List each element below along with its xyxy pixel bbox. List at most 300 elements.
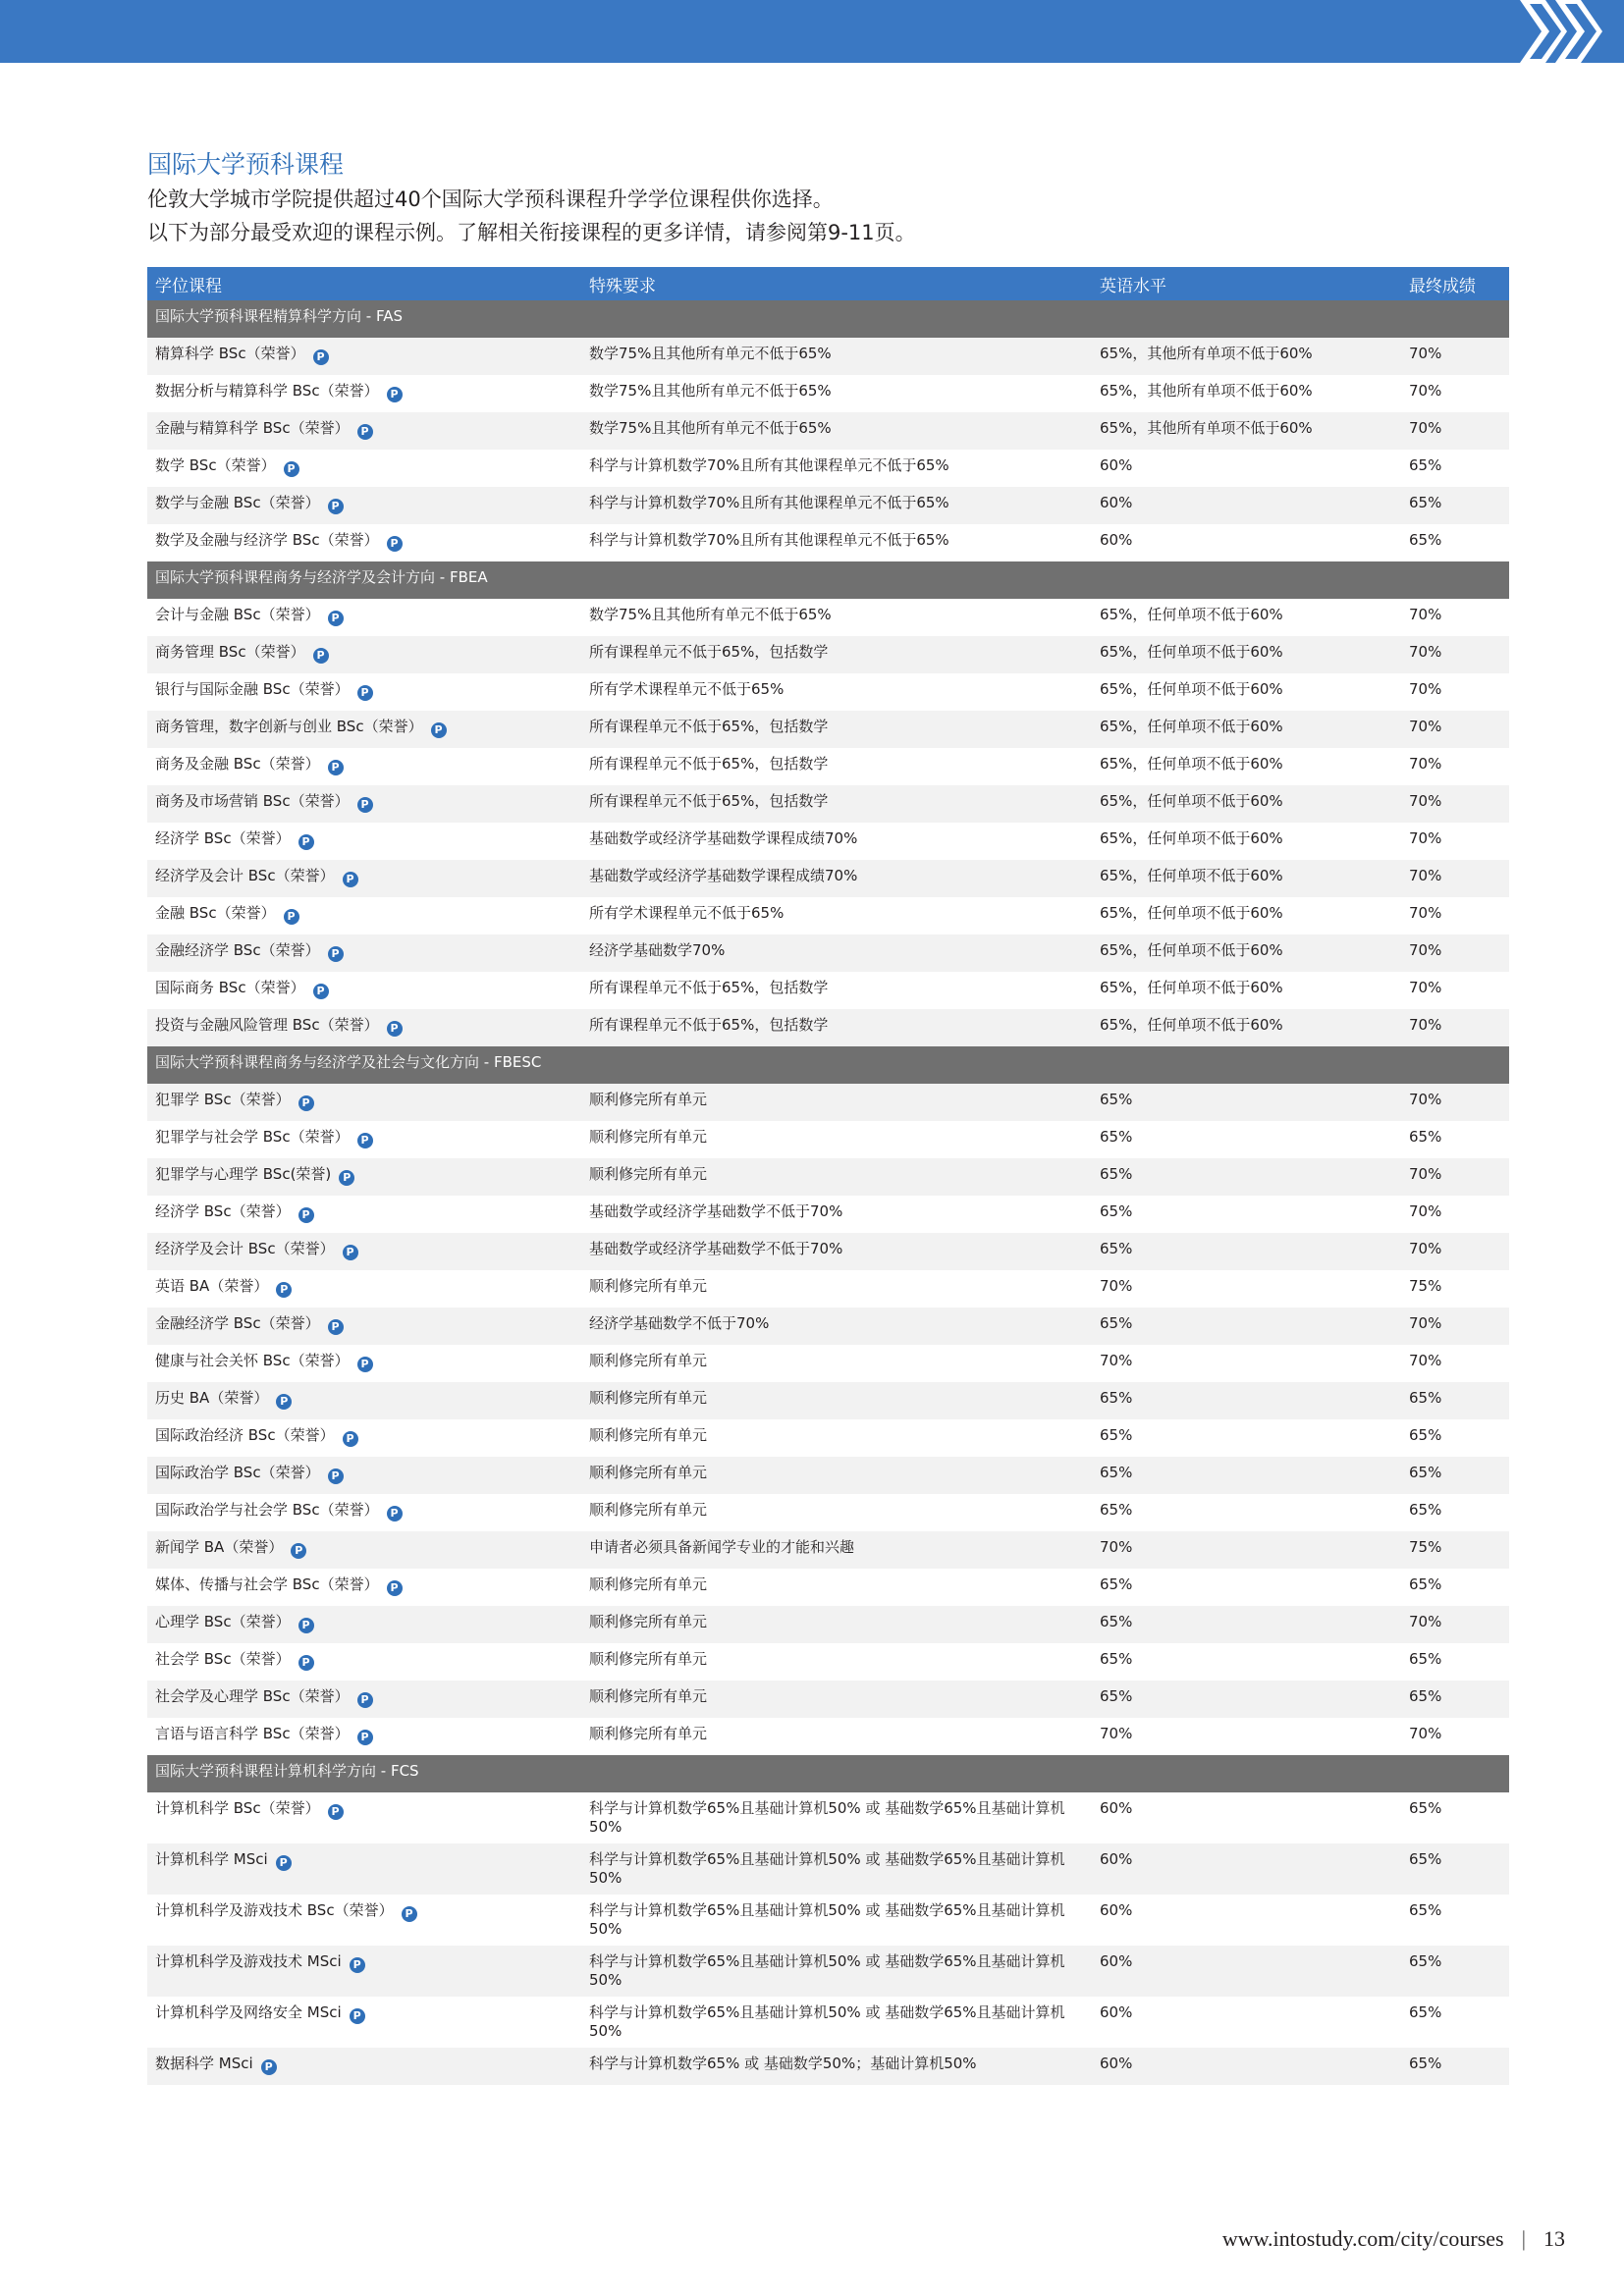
pathway-p-icon: P [350, 2008, 365, 2024]
table-row [147, 1084, 1509, 1121]
final-grade: 70% [1409, 1725, 1442, 1742]
pathway-p-icon: P [387, 1506, 403, 1522]
english-level: 65% [1100, 1650, 1133, 1668]
final-grade-cell [1401, 450, 1509, 487]
final-grade-cell [1401, 860, 1509, 897]
course-name-cell [147, 487, 581, 524]
special-requirement-cell [581, 1643, 1092, 1681]
final-grade: 65% [1409, 1650, 1442, 1668]
english-level: 65% [1100, 1314, 1133, 1332]
pathway-p-icon: P [357, 1133, 373, 1148]
table-row [147, 897, 1509, 934]
english-level-cell [1092, 972, 1401, 1009]
course-name: 计算机科学及游戏技术 BSc（荣誉） [155, 1901, 394, 1919]
special-requirement-cell [581, 1792, 1092, 1843]
course-name-cell [147, 1382, 581, 1419]
final-grade-cell [1401, 1270, 1509, 1308]
final-grade: 70% [1409, 1314, 1442, 1332]
final-grade: 65% [1409, 1687, 1442, 1705]
special-requirement-cell [581, 1270, 1092, 1308]
course-name-cell [147, 1494, 581, 1531]
english-level-cell [1092, 1946, 1401, 1997]
english-level: 60% [1100, 2055, 1133, 2072]
english-level: 65% [1100, 1202, 1133, 1220]
english-level-cell [1092, 1457, 1401, 1494]
special-requirement-cell [581, 823, 1092, 860]
special-requirement-cell [581, 711, 1092, 748]
table-row [147, 1569, 1509, 1606]
pathway-p-icon: P [357, 1692, 373, 1708]
table-row [147, 1997, 1509, 2048]
pathway-p-icon: P [357, 424, 373, 440]
final-grade: 70% [1409, 643, 1442, 661]
english-level-cell [1092, 860, 1401, 897]
course-name: 经济学及会计 BSc（荣誉） [155, 1240, 335, 1257]
special-requirement: 顺利修完所有单元 [589, 1426, 708, 1444]
special-requirement-cell [581, 338, 1092, 375]
special-requirement-cell [581, 1233, 1092, 1270]
section-header-row [147, 561, 1509, 599]
course-name-cell [147, 1009, 581, 1046]
course-name: 经济学 BSc（荣誉） [155, 829, 291, 847]
course-name-cell [147, 412, 581, 450]
english-level-cell [1092, 1121, 1401, 1158]
english-level: 70% [1100, 1352, 1133, 1369]
final-grade: 65% [1409, 456, 1442, 474]
pathway-p-icon: P [328, 1319, 344, 1335]
final-grade: 70% [1409, 867, 1442, 884]
english-level: 65% [1100, 1575, 1133, 1593]
final-grade-cell [1401, 1084, 1509, 1121]
table-header-row [147, 267, 1509, 300]
table-row [147, 1946, 1509, 1997]
course-name: 会计与金融 BSc（荣誉） [155, 606, 320, 623]
english-level-cell [1092, 1158, 1401, 1196]
section-title: 国际大学预科课程计算机科学方向 - FCS [147, 1755, 1509, 1792]
english-level-cell [1092, 1681, 1401, 1718]
page-number: 13 [1543, 2226, 1565, 2251]
final-grade-cell [1401, 1843, 1509, 1895]
special-requirement-cell [581, 1718, 1092, 1755]
english-level: 65% [1100, 1613, 1133, 1630]
special-requirement: 申请者必须具备新闻学专业的才能和兴趣 [589, 1538, 855, 1556]
table-row [147, 1606, 1509, 1643]
english-level: 65% [1100, 1687, 1133, 1705]
english-level: 60% [1100, 531, 1133, 549]
final-grade-cell [1401, 338, 1509, 375]
course-name-cell [147, 2048, 581, 2085]
english-level: 65%，任何单项不低于60% [1100, 792, 1283, 810]
course-name: 商务管理，数字创新与创业 BSc（荣誉） [155, 718, 423, 735]
final-grade-cell [1401, 2048, 1509, 2085]
english-level-cell [1092, 1606, 1401, 1643]
special-requirement: 顺利修完所有单元 [589, 1165, 708, 1183]
final-grade-cell [1401, 524, 1509, 561]
final-grade: 70% [1409, 1352, 1442, 1369]
course-name: 社会学 BSc（荣誉） [155, 1650, 291, 1668]
final-grade: 70% [1409, 792, 1442, 810]
course-name-cell [147, 1843, 581, 1895]
pathway-p-icon: P [343, 872, 358, 887]
final-grade-cell [1401, 1643, 1509, 1681]
course-name: 金融经济学 BSc（荣誉） [155, 941, 320, 959]
table-row [147, 2048, 1509, 2085]
final-grade: 65% [1409, 1799, 1442, 1817]
course-name: 犯罪学 BSc（荣誉） [155, 1091, 291, 1108]
pathway-p-icon: P [402, 1906, 417, 1922]
english-level: 65% [1100, 1426, 1133, 1444]
column-header-course: 学位课程 [147, 267, 581, 300]
final-grade-cell [1401, 412, 1509, 450]
course-name: 国际政治经济 BSc（荣誉） [155, 1426, 335, 1444]
pathway-p-icon: P [387, 536, 403, 552]
english-level: 70% [1100, 1725, 1133, 1742]
english-level: 65%，任何单项不低于60% [1100, 1016, 1283, 1034]
course-name: 计算机科学及网络安全 MSci [155, 2003, 342, 2021]
course-name: 新闻学 BA（荣誉） [155, 1538, 284, 1556]
special-requirement: 基础数学或经济学基础数学课程成绩70% [589, 867, 858, 884]
special-requirement: 数学75%且其他所有单元不低于65% [589, 345, 832, 362]
course-name-cell [147, 1643, 581, 1681]
special-requirement: 顺利修完所有单元 [589, 1277, 708, 1295]
final-grade: 70% [1409, 680, 1442, 698]
final-grade-cell [1401, 748, 1509, 785]
pathway-p-icon: P [387, 387, 403, 402]
special-requirement: 顺利修完所有单元 [589, 1575, 708, 1593]
section-header-row [147, 300, 1509, 338]
intro-line-2: 以下为部分最受欢迎的课程示例。了解相关衔接课程的更多详情，请参阅第9-11页。 [147, 221, 916, 244]
course-name-cell [147, 1681, 581, 1718]
special-requirement: 顺利修完所有单元 [589, 1389, 708, 1407]
special-requirement-cell [581, 599, 1092, 636]
final-grade-cell [1401, 897, 1509, 934]
special-requirement-cell [581, 1681, 1092, 1718]
table-row [147, 1308, 1509, 1345]
course-name: 经济学及会计 BSc（荣誉） [155, 867, 335, 884]
table-row [147, 412, 1509, 450]
table-row [147, 524, 1509, 561]
course-name: 计算机科学 MSci [155, 1850, 268, 1868]
pathway-p-icon: P [357, 1357, 373, 1372]
english-level-cell [1092, 1718, 1401, 1755]
special-requirement: 科学与计算机数学70%且所有其他课程单元不低于65% [589, 456, 949, 474]
english-level: 65%，任何单项不低于60% [1100, 680, 1283, 698]
special-requirement-cell [581, 1457, 1092, 1494]
special-requirement-cell [581, 1531, 1092, 1569]
final-grade: 70% [1409, 1240, 1442, 1257]
footer-url[interactable]: www.intostudy.com/city/courses [1221, 2226, 1504, 2251]
pathway-p-icon: P [328, 946, 344, 962]
final-grade-cell [1401, 1569, 1509, 1606]
special-requirement: 数学75%且其他所有单元不低于65% [589, 382, 832, 400]
english-level: 65%，任何单项不低于60% [1100, 606, 1283, 623]
final-grade: 70% [1409, 1016, 1442, 1034]
english-level-cell [1092, 785, 1401, 823]
english-level-cell [1092, 1843, 1401, 1895]
english-level: 65%，任何单项不低于60% [1100, 643, 1283, 661]
special-requirement: 科学与计算机数学65%且基础计算机50% 或 基础数学65%且基础计算机50% [589, 1799, 1065, 1836]
special-requirement: 所有课程单元不低于65%，包括数学 [589, 643, 829, 661]
table-row [147, 785, 1509, 823]
final-grade: 70% [1409, 382, 1442, 400]
english-level: 65% [1100, 1389, 1133, 1407]
course-name-cell [147, 711, 581, 748]
pathway-p-icon: P [328, 499, 344, 514]
pathway-p-icon: P [284, 461, 299, 477]
course-name: 数学及金融与经济学 BSc（荣誉） [155, 531, 379, 549]
english-level-cell [1092, 487, 1401, 524]
final-grade-cell [1401, 1946, 1509, 1997]
table-row [147, 1270, 1509, 1308]
final-grade-cell [1401, 1895, 1509, 1946]
course-name-cell [147, 748, 581, 785]
course-name-cell [147, 673, 581, 711]
table-row [147, 1895, 1509, 1946]
final-grade: 75% [1409, 1277, 1442, 1295]
section-header-row [147, 1755, 1509, 1792]
course-name: 犯罪学与社会学 BSc（荣誉） [155, 1128, 350, 1146]
pathway-p-icon: P [431, 722, 447, 738]
final-grade: 65% [1409, 1389, 1442, 1407]
final-grade: 70% [1409, 941, 1442, 959]
column-header-english: 英语水平 [1092, 267, 1401, 300]
course-name-cell [147, 1569, 581, 1606]
special-requirement-cell [581, 1009, 1092, 1046]
english-level-cell [1092, 636, 1401, 673]
english-level-cell [1092, 1382, 1401, 1419]
course-name-cell [147, 1345, 581, 1382]
final-grade: 65% [1409, 1952, 1442, 1970]
pathway-p-icon: P [328, 1468, 344, 1484]
final-grade-cell [1401, 1457, 1509, 1494]
course-name-cell [147, 524, 581, 561]
final-grade-cell [1401, 1792, 1509, 1843]
english-level-cell [1092, 934, 1401, 972]
table-row [147, 1494, 1509, 1531]
intro-line-1: 伦敦大学城市学院提供超过40个国际大学预科课程升学学位课程供你选择。 [147, 187, 834, 211]
final-grade: 70% [1409, 979, 1442, 996]
table-row [147, 1419, 1509, 1457]
special-requirement: 顺利修完所有单元 [589, 1725, 708, 1742]
final-grade: 65% [1409, 1901, 1442, 1919]
course-table-body [147, 300, 1509, 2085]
special-requirement-cell [581, 934, 1092, 972]
pathway-p-icon: P [350, 1957, 365, 1973]
pathway-p-icon: P [328, 1804, 344, 1820]
special-requirement-cell [581, 1946, 1092, 1997]
pathway-p-icon: P [313, 984, 329, 999]
final-grade-cell [1401, 711, 1509, 748]
course-name-cell [147, 636, 581, 673]
special-requirement: 科学与计算机数学65%且基础计算机50% 或 基础数学65%且基础计算机50% [589, 2003, 1065, 2040]
course-name-cell [147, 897, 581, 934]
english-level: 65% [1100, 1501, 1133, 1519]
special-requirement-cell [581, 1569, 1092, 1606]
english-level: 70% [1100, 1277, 1133, 1295]
special-requirement-cell [581, 1158, 1092, 1196]
course-name-cell [147, 1792, 581, 1843]
section-title: 国际大学预科课程商务与经济学及社会与文化方向 - FBESC [147, 1046, 1509, 1084]
pathway-p-icon: P [298, 1618, 314, 1633]
course-name-cell [147, 823, 581, 860]
english-level: 70% [1100, 1538, 1133, 1556]
course-name: 数学 BSc（荣誉） [155, 456, 276, 474]
table-row [147, 860, 1509, 897]
final-grade-cell [1401, 487, 1509, 524]
special-requirement-cell [581, 636, 1092, 673]
special-requirement: 所有课程单元不低于65%，包括数学 [589, 718, 829, 735]
special-requirement-cell [581, 1606, 1092, 1643]
special-requirement-cell [581, 1196, 1092, 1233]
pathway-p-icon: P [328, 611, 344, 626]
english-level: 65% [1100, 1240, 1133, 1257]
table-row [147, 748, 1509, 785]
final-grade-cell [1401, 1997, 1509, 2048]
final-grade-cell [1401, 599, 1509, 636]
final-grade: 65% [1409, 1426, 1442, 1444]
table-row [147, 1233, 1509, 1270]
course-name: 数据科学 MSci [155, 2055, 253, 2072]
final-grade: 70% [1409, 1202, 1442, 1220]
final-grade-cell [1401, 1606, 1509, 1643]
pathway-p-icon: P [357, 1730, 373, 1745]
table-row [147, 1345, 1509, 1382]
table-row [147, 1009, 1509, 1046]
table-row [147, 1643, 1509, 1681]
table-row [147, 338, 1509, 375]
course-name-cell [147, 1531, 581, 1569]
english-level-cell [1092, 1270, 1401, 1308]
english-level-cell [1092, 1009, 1401, 1046]
special-requirement-cell [581, 972, 1092, 1009]
special-requirement-cell [581, 860, 1092, 897]
special-requirement-cell [581, 1121, 1092, 1158]
english-level: 65%，其他所有单项不低于60% [1100, 345, 1313, 362]
special-requirement-cell [581, 412, 1092, 450]
final-grade-cell [1401, 785, 1509, 823]
table-row [147, 636, 1509, 673]
pathway-p-icon: P [298, 1655, 314, 1671]
final-grade: 65% [1409, 531, 1442, 549]
special-requirement: 科学与计算机数学70%且所有其他课程单元不低于65% [589, 531, 949, 549]
course-name: 金融 BSc（荣誉） [155, 904, 276, 922]
course-name: 数据分析与精算科学 BSc（荣誉） [155, 382, 379, 400]
final-grade: 65% [1409, 1128, 1442, 1146]
course-name-cell [147, 1196, 581, 1233]
english-level: 65%，其他所有单项不低于60% [1100, 419, 1313, 437]
final-grade: 70% [1409, 829, 1442, 847]
course-name-cell [147, 1084, 581, 1121]
table-row [147, 711, 1509, 748]
special-requirement: 所有课程单元不低于65%，包括数学 [589, 979, 829, 996]
english-level-cell [1092, 1569, 1401, 1606]
special-requirement-cell [581, 897, 1092, 934]
english-level: 60% [1100, 1901, 1133, 1919]
course-name: 英语 BA（荣誉） [155, 1277, 269, 1295]
english-level: 65%，任何单项不低于60% [1100, 979, 1283, 996]
pathway-p-icon: P [387, 1021, 403, 1037]
special-requirement-cell [581, 1084, 1092, 1121]
pathway-p-icon: P [276, 1282, 292, 1298]
course-name-cell [147, 1606, 581, 1643]
special-requirement-cell [581, 673, 1092, 711]
special-requirement-cell [581, 1382, 1092, 1419]
special-requirement-cell [581, 1494, 1092, 1531]
course-name: 经济学 BSc（荣誉） [155, 1202, 291, 1220]
pathway-p-icon: P [357, 685, 373, 701]
final-grade: 65% [1409, 1464, 1442, 1481]
course-name-cell [147, 1419, 581, 1457]
english-level-cell [1092, 1196, 1401, 1233]
pathway-p-icon: P [387, 1580, 403, 1596]
pathway-p-icon: P [261, 2059, 277, 2075]
special-requirement: 所有课程单元不低于65%，包括数学 [589, 792, 829, 810]
course-name-cell [147, 1308, 581, 1345]
special-requirement: 顺利修完所有单元 [589, 1464, 708, 1481]
table-row [147, 375, 1509, 412]
english-level-cell [1092, 1419, 1401, 1457]
pathway-p-icon: P [298, 1095, 314, 1111]
special-requirement-cell [581, 524, 1092, 561]
footer [1222, 2226, 1565, 2252]
english-level: 60% [1100, 1850, 1133, 1868]
special-requirement: 科学与计算机数学65%且基础计算机50% 或 基础数学65%且基础计算机50% [589, 1850, 1065, 1887]
course-name-cell [147, 450, 581, 487]
pathway-p-icon: P [276, 1394, 292, 1410]
course-name-cell [147, 860, 581, 897]
course-name-cell [147, 1158, 581, 1196]
special-requirement-cell [581, 1997, 1092, 2048]
special-requirement: 顺利修完所有单元 [589, 1650, 708, 1668]
english-level: 65%，任何单项不低于60% [1100, 829, 1283, 847]
english-level-cell [1092, 711, 1401, 748]
special-requirement-cell [581, 2048, 1092, 2085]
top-banner [0, 0, 1624, 63]
final-grade-cell [1401, 1681, 1509, 1718]
course-name-cell [147, 1233, 581, 1270]
final-grade: 65% [1409, 2055, 1442, 2072]
course-name: 国际商务 BSc（荣誉） [155, 979, 305, 996]
course-name: 健康与社会关怀 BSc（荣誉） [155, 1352, 350, 1369]
english-level-cell [1092, 1895, 1401, 1946]
course-name: 精算科学 BSc（荣誉） [155, 345, 305, 362]
special-requirement: 科学与计算机数学65%且基础计算机50% 或 基础数学65%且基础计算机50% [589, 1952, 1065, 1989]
english-level-cell [1092, 412, 1401, 450]
section-title: 国际大学预科课程商务与经济学及会计方向 - FBEA [147, 561, 1509, 599]
english-level: 60% [1100, 1952, 1133, 1970]
english-level: 60% [1100, 1799, 1133, 1817]
final-grade: 70% [1409, 718, 1442, 735]
final-grade: 75% [1409, 1538, 1442, 1556]
english-level-cell [1092, 1494, 1401, 1531]
intro-section [147, 147, 1512, 249]
course-name: 金融与精算科学 BSc（荣誉） [155, 419, 350, 437]
course-name: 言语与语言科学 BSc（荣誉） [155, 1725, 350, 1742]
english-level-cell [1092, 599, 1401, 636]
double-chevron-icon [1516, 0, 1624, 63]
section-title: 国际大学预科课程精算科学方向 - FAS [147, 300, 1509, 338]
final-grade: 65% [1409, 494, 1442, 511]
final-grade: 65% [1409, 1575, 1442, 1593]
course-name: 社会学及心理学 BSc（荣誉） [155, 1687, 350, 1705]
english-level-cell [1092, 897, 1401, 934]
special-requirement: 所有课程单元不低于65%，包括数学 [589, 755, 829, 773]
pathway-p-icon: P [343, 1245, 358, 1260]
course-name-cell [147, 934, 581, 972]
english-level-cell [1092, 823, 1401, 860]
english-level: 65%，任何单项不低于60% [1100, 904, 1283, 922]
special-requirement: 所有学术课程单元不低于65% [589, 904, 785, 922]
